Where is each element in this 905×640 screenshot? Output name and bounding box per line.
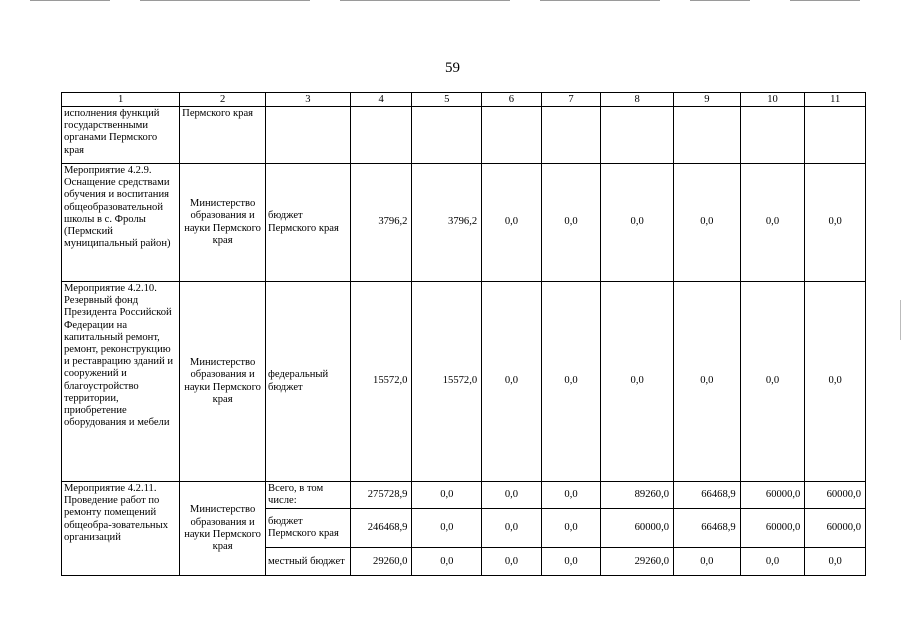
funding-source-cell — [266, 107, 351, 164]
funding-source-cell: местный бюджет — [266, 548, 351, 576]
column-header: 9 — [674, 93, 741, 107]
value-cell: 29260,0 — [350, 548, 412, 576]
column-header: 6 — [482, 93, 542, 107]
scan-edge-line — [790, 0, 860, 1]
value-cell: 0,0 — [740, 548, 805, 576]
column-header: 10 — [740, 93, 805, 107]
value-cell: 0,0 — [482, 282, 542, 482]
value-cell — [674, 107, 741, 164]
value-cell: 29260,0 — [601, 548, 674, 576]
value-cell: 0,0 — [482, 548, 542, 576]
value-cell — [805, 107, 866, 164]
value-cell: 0,0 — [541, 282, 601, 482]
scan-edge-line — [30, 0, 110, 1]
value-cell: 0,0 — [674, 282, 741, 482]
column-header: 1 — [62, 93, 180, 107]
value-cell: 275728,9 — [350, 482, 412, 509]
value-cell: 0,0 — [541, 509, 601, 548]
value-cell: 0,0 — [674, 548, 741, 576]
value-cell: 3796,2 — [412, 164, 482, 282]
value-cell: 66468,9 — [674, 509, 741, 548]
funding-source-cell: федеральный бюджет — [266, 282, 351, 482]
value-cell: 0,0 — [674, 164, 741, 282]
table-row — [62, 107, 866, 164]
measure-name-cell: исполнения функций государственными органами Пермского края — [62, 107, 180, 164]
column-header: 4 — [350, 93, 412, 107]
value-cell — [601, 107, 674, 164]
column-header: 8 — [601, 93, 674, 107]
value-cell: 60000,0 — [740, 509, 805, 548]
scan-edge-line — [340, 0, 510, 1]
column-header: 7 — [541, 93, 601, 107]
scan-edge-line — [690, 0, 750, 1]
budget-table — [61, 92, 866, 576]
value-cell: 60000,0 — [805, 509, 866, 548]
scan-edge-line — [540, 0, 660, 1]
executor-cell: Министерство образования и науки Пермского края — [180, 164, 266, 282]
executor-cell: Министерство образования и науки Пермского края — [180, 282, 266, 482]
column-header: 5 — [412, 93, 482, 107]
table-row — [62, 164, 866, 282]
value-cell: 0,0 — [805, 164, 866, 282]
value-cell: 0,0 — [482, 509, 542, 548]
value-cell: 0,0 — [482, 164, 542, 282]
value-cell: 0,0 — [601, 282, 674, 482]
measure-name-cell: Мероприятие 4.2.11. Проведение работ по ремонту помещений общеобра-зовательных организаций — [62, 482, 180, 576]
page-number: 59 — [445, 60, 460, 76]
column-header: 11 — [805, 93, 866, 107]
value-cell: 0,0 — [740, 164, 805, 282]
scan-edge-line — [140, 0, 310, 1]
value-cell — [541, 107, 601, 164]
value-cell — [412, 107, 482, 164]
measure-name-cell: Мероприятие 4.2.9. Оснащение средствами обучения и воспитания общеобразовательной школы в с. Фролы (Пермский муниципальный район) — [62, 164, 180, 282]
executor-cell: Пермского края — [180, 107, 266, 164]
value-cell: 66468,9 — [674, 482, 741, 509]
value-cell: 0,0 — [541, 164, 601, 282]
value-cell: 0,0 — [541, 548, 601, 576]
value-cell — [350, 107, 412, 164]
executor-cell: Министерство образования и науки Пермского края — [180, 482, 266, 576]
measure-name-cell: Мероприятие 4.2.10. Резервный фонд Президента Российской Федерации на капитальный ремонт, ремонт, реконструкцию и реставрацию зданий и сооружений и благоустройство территории, приобретение оборудования и мебели — [62, 282, 180, 482]
table-row — [62, 282, 866, 482]
value-cell — [482, 107, 542, 164]
value-cell: 246468,9 — [350, 509, 412, 548]
value-cell: 0,0 — [805, 548, 866, 576]
scan-edge-mark — [900, 300, 901, 340]
value-cell: 0,0 — [482, 482, 542, 509]
column-number-row — [62, 93, 866, 107]
value-cell: 0,0 — [601, 164, 674, 282]
column-header: 3 — [266, 93, 351, 107]
value-cell: 0,0 — [412, 548, 482, 576]
value-cell: 60000,0 — [601, 509, 674, 548]
value-cell: 0,0 — [740, 282, 805, 482]
value-cell: 0,0 — [541, 482, 601, 509]
funding-source-cell: бюджет Пермского края — [266, 164, 351, 282]
value-cell: 0,0 — [412, 482, 482, 509]
value-cell — [740, 107, 805, 164]
funding-source-cell: бюджет Пермского края — [266, 509, 351, 548]
value-cell: 3796,2 — [350, 164, 412, 282]
value-cell: 0,0 — [805, 282, 866, 482]
value-cell: 15572,0 — [412, 282, 482, 482]
table-row — [62, 482, 866, 509]
value-cell: 60000,0 — [740, 482, 805, 509]
value-cell: 0,0 — [412, 509, 482, 548]
value-cell: 89260,0 — [601, 482, 674, 509]
value-cell: 15572,0 — [350, 282, 412, 482]
column-header: 2 — [180, 93, 266, 107]
funding-source-cell: Всего, в том числе: — [266, 482, 351, 509]
value-cell: 60000,0 — [805, 482, 866, 509]
